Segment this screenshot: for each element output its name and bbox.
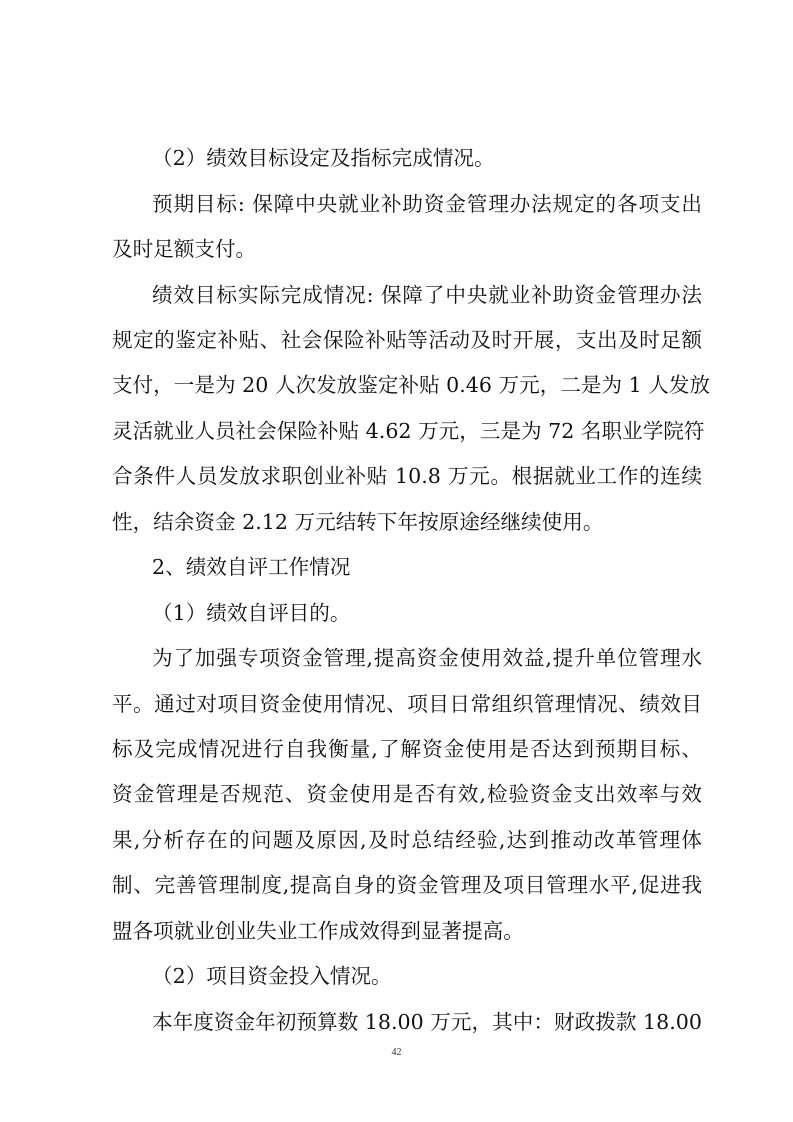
paragraph-line: 支付，一是为 20 人次发放鉴定补贴 0.46 万元，二是为 1 人发放 xyxy=(112,373,711,397)
paragraph-line: 果,分析存在的问题及原因,及时总结经验,达到推动改革管理体 xyxy=(112,828,702,852)
paragraph-line: 盟各项就业创业失业工作成效得到显著提高。 xyxy=(112,919,524,943)
subheading-evaluation-purpose: （1）绩效自评目的。 xyxy=(152,601,351,625)
page-number: 42 xyxy=(391,1047,402,1058)
paragraph-line: 制、完善管理制度,提高自身的资金管理及项目管理水平,促进我 xyxy=(112,873,702,897)
paragraph-line: 合条件人员发放求职创业补贴 10.8 万元。根据就业工作的连续 xyxy=(112,464,702,488)
paragraph-line: 及时足额支付。 xyxy=(112,237,257,261)
paragraph-line: 绩效目标实际完成情况: 保障了中央就业补助资金管理办法 xyxy=(152,283,702,307)
paragraph-line: 为了加强专项资金管理,提高资金使用效益,提升单位管理水 xyxy=(152,646,702,670)
subheading-performance-targets: （2）绩效目标设定及指标完成情况。 xyxy=(152,146,495,170)
paragraph-line: 性，结余资金 2.12 万元结转下年按原途经继续使用。 xyxy=(112,510,604,534)
subheading-project-funding: （2）项目资金投入情况。 xyxy=(152,964,392,988)
paragraph-line: 平。通过对项目资金使用情况、项目日常组织管理情况、绩效目 xyxy=(112,692,702,716)
section-heading-self-evaluation: 2、绩效自评工作情况 xyxy=(152,555,351,579)
paragraph-line: 本年度资金年初预算数 18.00 万元，其中：财政拨款 18.00 xyxy=(152,1010,702,1034)
paragraph-line: 灵活就业人员社会保险补贴 4.62 万元，三是为 72 名职业学院符 xyxy=(112,419,705,443)
paragraph-line: 规定的鉴定补贴、社会保险补贴等活动及时开展，支出及时足额 xyxy=(112,328,702,352)
paragraph-line: 预期目标: 保障中央就业补助资金管理办法规定的各项支出 xyxy=(152,192,702,216)
paragraph-line: 资金管理是否规范、资金使用是否有效,检验资金支出效率与效 xyxy=(112,782,702,806)
paragraph-line: 标及完成情况进行自我衡量,了解资金使用是否达到预期目标、 xyxy=(112,737,702,761)
